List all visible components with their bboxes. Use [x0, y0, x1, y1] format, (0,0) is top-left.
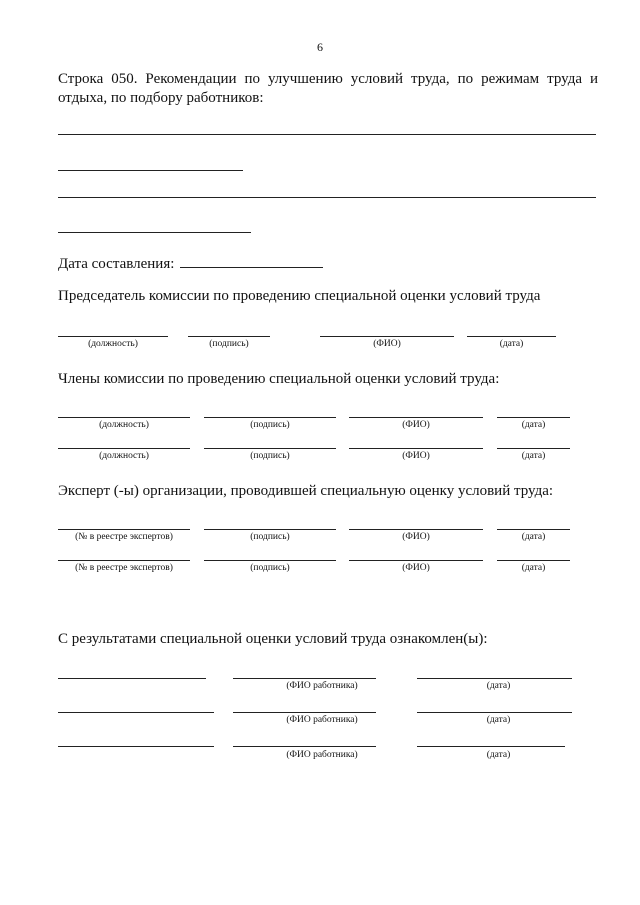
expert-1-signature-line[interactable] [204, 529, 336, 530]
recommendations-line-1: Строка 050. Рекомендации по улучшению условий труда, по режимам труда и [58, 71, 598, 87]
experts-heading: Эксперт (-ы) организации, проводившей специальную оценку условий труда: [58, 483, 554, 499]
member-2-name-line[interactable] [349, 448, 483, 449]
expert-2-date-line[interactable] [497, 560, 570, 561]
member-1-name-caption: (ФИО) [402, 420, 430, 430]
acquainted-heading: С результатами специальной оценки условий труда ознакомлен(ы): [58, 631, 488, 647]
member-2-date-line[interactable] [497, 448, 570, 449]
recommendations-fill-line-4[interactable] [58, 232, 251, 233]
acquainted-1-date-line[interactable] [417, 678, 572, 679]
members-heading: Члены комиссии по проведению специальной оценки условий труда: [58, 371, 500, 387]
acquainted-1-signature-line[interactable] [58, 678, 206, 679]
chairman-position-caption: (должность) [88, 339, 138, 349]
recommendations-line-2: отдыха, по подбору работников: [58, 90, 264, 106]
acquainted-2-date-caption: (дата) [486, 715, 511, 725]
member-1-signature-caption: (подпись) [250, 420, 290, 430]
expert-2-name-line[interactable] [349, 560, 483, 561]
acquainted-2-name-caption: (ФИО работника) [286, 715, 358, 725]
chairman-name-caption: (ФИО) [373, 339, 401, 349]
expert-2-date-caption: (дата) [521, 563, 546, 573]
acquainted-2-signature-line[interactable] [58, 712, 214, 713]
member-1-date-caption: (дата) [521, 420, 546, 430]
date-label: Дата составления: [58, 256, 175, 272]
expert-2-name-caption: (ФИО) [402, 563, 430, 573]
expert-2-registry-caption: (№ в реестре экспертов) [75, 563, 173, 573]
member-1-position-line[interactable] [58, 417, 190, 418]
expert-1-signature-caption: (подпись) [250, 532, 290, 542]
recommendations-fill-line-1[interactable] [58, 134, 596, 135]
member-1-name-line[interactable] [349, 417, 483, 418]
chairman-signature-caption: (подпись) [209, 339, 249, 349]
acquainted-3-name-caption: (ФИО работника) [286, 750, 358, 760]
expert-1-registry-caption: (№ в реестре экспертов) [75, 532, 173, 542]
chairman-date-caption: (дата) [499, 339, 524, 349]
acquainted-3-date-caption: (дата) [486, 750, 511, 760]
recommendations-fill-line-2[interactable] [58, 170, 243, 171]
member-1-signature-line[interactable] [204, 417, 336, 418]
expert-2-signature-caption: (подпись) [250, 563, 290, 573]
member-2-position-caption: (должность) [99, 451, 149, 461]
date-of-compilation [58, 255, 323, 274]
acquainted-1-date-caption: (дата) [486, 681, 511, 691]
acquainted-3-date-line[interactable] [417, 746, 565, 747]
recommendations-fill-line-3[interactable] [58, 197, 596, 198]
expert-1-name-line[interactable] [349, 529, 483, 530]
chairman-name-line[interactable] [320, 336, 454, 337]
chairman-signature-line[interactable] [188, 336, 270, 337]
acquainted-3-name-line[interactable] [233, 746, 376, 747]
member-2-name-caption: (ФИО) [402, 451, 430, 461]
member-1-date-line[interactable] [497, 417, 570, 418]
expert-1-registry-line[interactable] [58, 529, 190, 530]
acquainted-1-name-line[interactable] [233, 678, 376, 679]
chairman-position-line[interactable] [58, 336, 168, 337]
chairman-heading: Председатель комиссии по проведению специальной оценки условий труда [58, 288, 541, 304]
chairman-date-line[interactable] [467, 336, 556, 337]
page-number: 6 [317, 40, 323, 54]
acquainted-3-signature-line[interactable] [58, 746, 214, 747]
expert-2-registry-line[interactable] [58, 560, 190, 561]
date-field[interactable] [180, 255, 323, 268]
acquainted-1-name-caption: (ФИО работника) [286, 681, 358, 691]
member-2-date-caption: (дата) [521, 451, 546, 461]
expert-1-name-caption: (ФИО) [402, 532, 430, 542]
member-2-signature-caption: (подпись) [250, 451, 290, 461]
expert-2-signature-line[interactable] [204, 560, 336, 561]
member-2-position-line[interactable] [58, 448, 190, 449]
acquainted-2-name-line[interactable] [233, 712, 376, 713]
expert-1-date-line[interactable] [497, 529, 570, 530]
expert-1-date-caption: (дата) [521, 532, 546, 542]
member-2-signature-line[interactable] [204, 448, 336, 449]
acquainted-2-date-line[interactable] [417, 712, 572, 713]
member-1-position-caption: (должность) [99, 420, 149, 430]
